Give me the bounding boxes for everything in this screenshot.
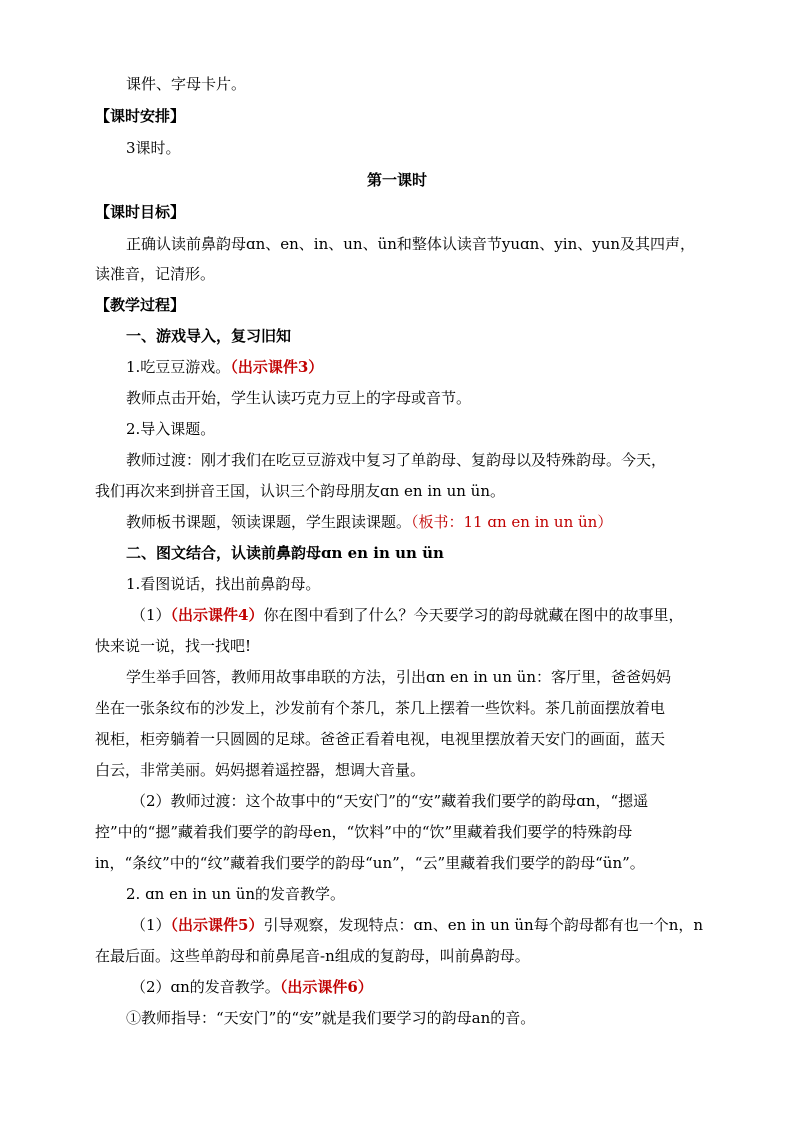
paragraph-line: 教师过渡：刚才我们在吃豆豆游戏中复习了单韵母、复韵母以及特殊韵母。今天， <box>126 451 667 469</box>
paragraph-line <box>131 915 703 935</box>
courseware-ref: （出示课件6） <box>279 978 373 996</box>
courseware-ref: （出示课件4） <box>170 606 264 624</box>
paragraph-line: 在最后面。这些单韵母和前鼻尾音-n组成的复韵母，叫前鼻韵母。 <box>95 947 530 965</box>
section-heading-schedule: 【课时安排】 <box>95 107 186 125</box>
courseware-ref: （出示课件5） <box>170 916 264 934</box>
paragraph-line: 2. ɑn en in un ün的发音教学。 <box>126 885 346 903</box>
lesson-title: 第一课时 <box>366 171 427 189</box>
paragraph-line: 快来说一说，找一找吧! <box>95 637 252 655</box>
paragraph-line <box>126 357 323 377</box>
paragraph-line: 我们再次来到拼音王国，认识三个韵母朋友ɑn en in un ün。 <box>95 482 505 500</box>
paragraph-line: 2.导入课题。 <box>126 420 216 438</box>
line-text: 你在图中看到了什么？今天要学习的韵母就藏在图中的故事里， <box>263 606 684 624</box>
paragraph-line: ①教师指导：“天安门”的“安”就是我们要学习的韵母an的音。 <box>126 1009 536 1027</box>
schedule-line: 3课时。 <box>126 139 181 157</box>
paragraph-line <box>131 977 373 997</box>
line-text: （2）ɑn的发音教学。 <box>131 978 280 996</box>
paragraph-line: （2）教师过渡：这个故事中的“天安门”的“安”藏着我们要学的韵母ɑn，“摁遥 <box>131 792 649 810</box>
paragraph-line: 1.看图说话，找出前鼻韵母。 <box>126 575 321 593</box>
goals-line-1: 正确认读前鼻韵母ɑn、en、in、un、ün和整体认读音节yuɑn、yin、yun及其四声， <box>126 235 696 253</box>
paragraph-line <box>126 512 612 532</box>
item-number: （1） <box>131 606 171 624</box>
paragraph-line: in，“条纹”中的“纹”藏着我们要学的韵母“un”，“云”里藏着我们要学的韵母“ün”。 <box>95 854 645 872</box>
paragraph-line: 视柜，柜旁躺着一只圆圆的足球。爸爸正看着电视，电视里摆放着天安门的画面，蓝天 <box>95 730 666 748</box>
blackboard-note: （板书：11 ɑn en in un ün） <box>411 513 613 531</box>
item-number: （1） <box>131 916 171 934</box>
paragraph-line: 坐在一张条纹布的沙发上，沙发前有个茶几，茶几上摆着一些饮料。茶几前面摆放着电 <box>95 699 666 717</box>
courseware-ref: （出示课件3） <box>230 358 324 376</box>
paragraph-line: 白云，非常美丽。妈妈摁着遥控器，想调大音量。 <box>95 761 426 779</box>
materials-line: 课件、字母卡片。 <box>126 75 247 93</box>
subheading-game: 一、游戏导入，复习旧知 <box>126 327 292 345</box>
line-text: 教师板书课题，领读课题，学生跟读课题。 <box>126 513 412 531</box>
goals-line-2: 读准音，记清形。 <box>95 265 216 283</box>
section-heading-goals: 【课时目标】 <box>95 203 186 221</box>
paragraph-line: 学生举手回答，教师用故事串联的方法，引出ɑn en in un ün：客厅里，爸爸妈妈 <box>126 668 671 686</box>
paragraph-line: 教师点击开始，学生认读巧克力豆上的字母或音节。 <box>126 389 472 407</box>
section-heading-process: 【教学过程】 <box>95 296 186 314</box>
paragraph-line <box>131 605 684 625</box>
line-text: 引导观察，发现特点：ɑn、en in un ün每个韵母都有也一个n，n <box>263 916 704 934</box>
line-text: 1.吃豆豆游戏。 <box>126 358 231 376</box>
subheading-picture-text: 二、图文结合，认读前鼻韵母ɑn en in un ün <box>126 544 444 562</box>
paragraph-line: 控”中的“摁”藏着我们要学的韵母en，“饮料”中的“饮”里藏着我们要学的特殊韵母 <box>95 823 633 841</box>
